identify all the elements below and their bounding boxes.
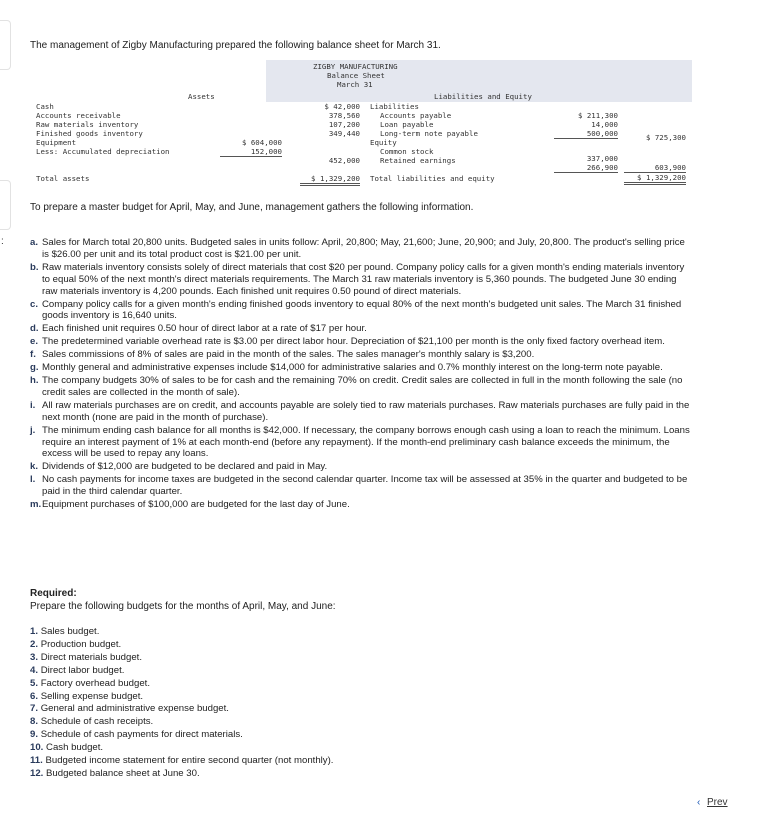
required-item-6: 6. Selling expense budget. — [30, 690, 144, 702]
info-item-f: f. Sales commissions of 8% of sales are paid in the month of the sales. The sales manager's monthly salary is $3,200. — [30, 349, 535, 361]
info-item-m: m. Equipment purchases of $100,000 are budgeted for the last day of June. — [30, 499, 350, 511]
bs-re-label: Retained earnings — [380, 156, 456, 165]
info-item-e: e. The predetermined variable overhead rate is $3.00 per direct labor hour. Depreciation of $21,100 per month is the only fixed factory overhead item. — [30, 336, 665, 348]
bs-total-liab-equity-value: $ 1,329,200 — [624, 173, 686, 185]
edge-mark: : — [1, 236, 4, 247]
bs-accum-value: 152,000 — [220, 147, 282, 157]
bs-ar-value: 378,560 — [328, 111, 360, 120]
balance-sheet — [34, 60, 690, 190]
info-item-g: g. Monthly general and administrative expenses include $14,000 for administrative salaries and 0.7% monthly interest on the long-term note payable. — [30, 362, 663, 374]
bs-total-assets-label: Total assets — [36, 174, 90, 183]
bs-note-value: 500,000 — [554, 129, 618, 139]
bs-equipment-label: Equipment — [36, 138, 77, 147]
prev-button[interactable] — [697, 797, 745, 811]
master-budget-intro: To prepare a master budget for April, May, and June, management gathers the following information. — [30, 202, 474, 213]
bs-fg-value: 349,440 — [328, 129, 360, 138]
bs-cash-value: $ 42,000 — [324, 102, 360, 111]
bs-date: March 31 — [337, 80, 373, 89]
bs-company: ZIGBY MANUFACTURING — [313, 62, 398, 71]
bs-net-equipment-value: 452,000 — [328, 156, 360, 165]
required-title: Required: — [30, 588, 77, 599]
bs-rm-label: Raw materials inventory — [36, 120, 139, 129]
bs-accum-label: Less: Accumulated depreciation — [36, 147, 170, 156]
chevron-left-icon: ‹ — [697, 797, 701, 808]
info-item-l: l. No cash payments for income taxes are budgeted in the second calendar quarter. Income tax will be assessed at 35% in the quarter and budgeted to be paid in the third calendar quarter. — [30, 474, 688, 498]
info-item-k: k. Dividends of $12,000 are budgeted to be declared and paid in May. — [30, 461, 328, 473]
prev-label: Prev — [707, 797, 728, 808]
bs-rm-value: 107,200 — [328, 120, 360, 129]
bs-liabilities-section: Liabilities — [370, 102, 419, 111]
bs-stock-label: Common stock — [380, 147, 434, 156]
info-item-b: b. Raw materials inventory consists solely of direct materials that cost $20 per pound. Company policy calls for a given month's ending materials inventory to equal 50% of the next month's direct materials requirements. The March 31 raw materials inventory is 5,360 pounds. The budgeted June 30 ending raw materials inventory is 4,200 pounds. Each finished unit requires 0.50 pound of direct materials. — [30, 261, 685, 297]
required-item-4: 4. Direct labor budget. — [30, 664, 125, 676]
required-item-7: 7. General and administrative expense budget. — [30, 703, 229, 715]
bs-total-equity-value: 603,900 — [624, 163, 686, 173]
required-text: Prepare the following budgets for the months of April, May, and June: — [30, 601, 336, 612]
bs-stock-value: 337,000 — [586, 154, 618, 163]
bs-loan-value: 14,000 — [591, 120, 618, 129]
bs-fg-label: Finished goods inventory — [36, 129, 143, 138]
required-item-10: 10. Cash budget. — [30, 742, 104, 754]
bs-title: Balance Sheet — [327, 71, 385, 80]
info-item-c: c. Company policy calls for a given month's ending finished goods inventory to equal 80% of the next month's budgeted unit sales. The March 31 finished goods inventory is 16,640 units. — [30, 298, 682, 322]
required-item-5: 5. Factory overhead budget. — [30, 677, 151, 689]
left-panel-tab[interactable] — [0, 20, 11, 70]
left-panel-tab-secondary[interactable] — [0, 180, 11, 230]
required-item-3: 3. Direct materials budget. — [30, 651, 142, 663]
bs-ap-label: Accounts payable — [380, 111, 452, 120]
info-item-d: d. Each finished unit requires 0.50 hour of direct labor at a rate of $17 per hour. — [30, 323, 367, 335]
bs-equity-section: Equity — [370, 138, 397, 147]
bs-cash-label: Cash — [36, 102, 54, 111]
info-item-a: a. Sales for March total 20,800 units. Budgeted sales in units follow: April, 20,800; May, 21,600; June, 20,900; and July, 20,800. The product's selling price is $26.00 per unit and its total product cost is $21.00 per unit. — [30, 237, 685, 260]
required-item-9: 9. Schedule of cash payments for direct materials. — [30, 729, 243, 741]
required-item-11: 11. Budgeted income statement for entire second quarter (not monthly). — [30, 755, 334, 767]
bs-liabilities-header: Liabilities and Equity — [434, 92, 532, 101]
info-item-j: j. The minimum ending cash balance for all months is $42,000. If necessary, the company borrows enough cash using a loan to reach the minimum. Loans require an interest payment of 1% at each month-end (before any repayment). If the month-end preliminary cash balance exceeds the minimum, the excess will be used to repay any loans. — [30, 424, 690, 460]
intro-text: The management of Zigby Manufacturing prepared the following balance sheet for March 31. — [30, 40, 441, 51]
information-list — [30, 237, 694, 512]
info-item-h: h. The company budgets 30% of sales to be for cash and the remaining 70% on credit. Credit sales are collected in full in the month following the sale (no credit sales are collected in the month of sale). — [30, 374, 683, 398]
bs-ap-value: $ 211,300 — [577, 111, 618, 120]
bs-total-assets-value: $ 1,329,200 — [300, 174, 360, 186]
bs-re-value: 266,900 — [554, 163, 618, 173]
required-item-8: 8. Schedule of cash receipts. — [30, 716, 154, 728]
info-item-i: i. All raw materials purchases are on credit, and accounts payable are solely tied to raw materials purchases. Raw materials purchases are fully paid in the next month (none are paid in the month of purchase). — [30, 399, 690, 423]
required-item-2: 2. Production budget. — [30, 638, 122, 650]
bs-note-label: Long-term note payable — [380, 129, 478, 138]
bs-total-liab-label: Total liabilities and equity — [370, 174, 495, 183]
bs-assets-header: Assets — [188, 92, 215, 101]
bs-loan-label: Loan payable — [380, 120, 434, 129]
required-list — [30, 626, 333, 781]
required-item-1: 1. Sales budget. — [30, 626, 100, 637]
required-item-12: 12. Budgeted balance sheet at June 30. — [30, 767, 200, 779]
bs-total-liabilities-value: $ 725,300 — [645, 133, 686, 142]
bs-ar-label: Accounts receivable — [36, 111, 121, 120]
bs-equipment-value: $ 604,000 — [241, 138, 282, 147]
